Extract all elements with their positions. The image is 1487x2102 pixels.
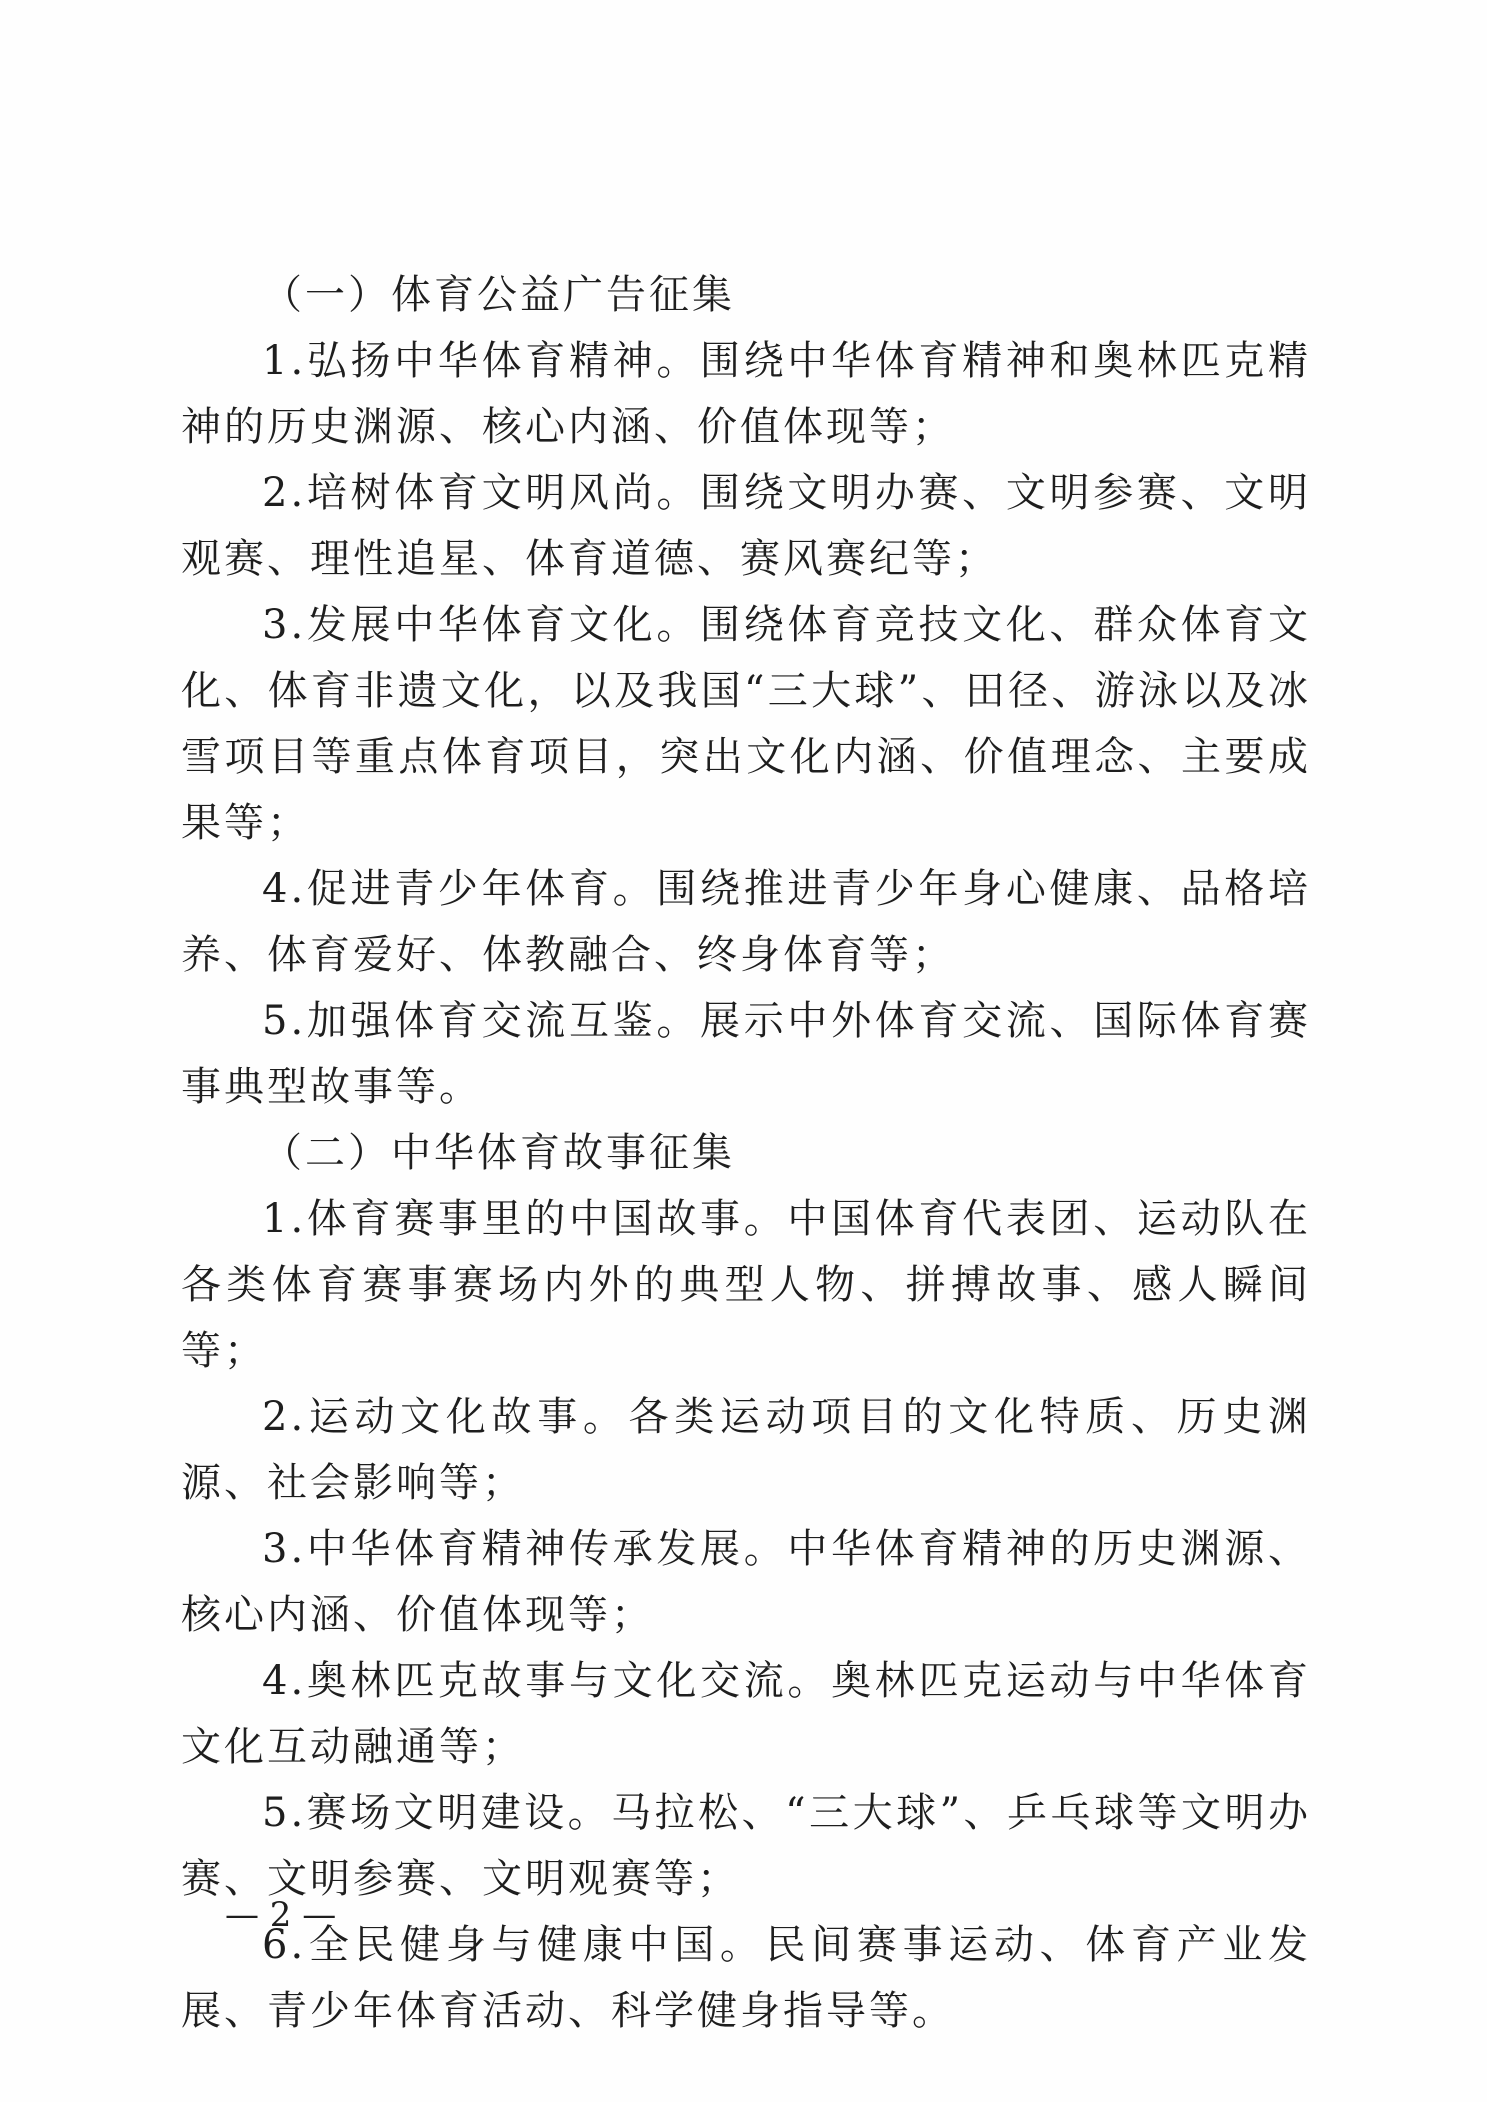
section-1-item-2: 2.培树体育文明风尚。围绕文明办赛、文明参赛、文明观赛、理性追星、体育道德、赛风赛纪等；: [181, 470, 1311, 582]
section-1-item-5: 5.加强体育交流互鉴。展示中外体育交流、国际体育赛事典型故事等。: [181, 998, 1311, 1110]
section-2-item-5: 5.赛场文明建设。马拉松、“三大球”、乒乓球等文明办赛、文明参赛、文明观赛等；: [181, 1790, 1311, 1902]
document-body: [181, 262, 1311, 2044]
section-2-item-1: 1.体育赛事里的中国故事。中国体育代表团、运动队在各类体育赛事赛场内外的典型人物、拼搏故事、感人瞬间等；: [181, 1196, 1311, 1374]
section-heading-1: （一）体育公益广告征集: [262, 272, 735, 318]
section-2-item-6: 6.全民健身与健康中国。民间赛事运动、体育产业发展、青少年体育活动、科学健身指导等。: [181, 1922, 1311, 2034]
section-2-item-3: 3.中华体育精神传承发展。中华体育精神的历史渊源、核心内涵、价值体现等；: [181, 1526, 1311, 1638]
page-number: — 2 —: [225, 1895, 337, 1935]
section-heading-2: （二）中华体育故事征集: [262, 1130, 735, 1176]
section-2-item-2: 2.运动文化故事。各类运动项目的文化特质、历史渊源、社会影响等；: [181, 1394, 1311, 1506]
section-1-item-4: 4.促进青少年体育。围绕推进青少年身心健康、品格培养、体育爱好、体教融合、终身体育等；: [181, 866, 1311, 978]
section-1-item-3: 3.发展中华体育文化。围绕体育竞技文化、群众体育文化、体育非遗文化，以及我国“三大球”、田径、游泳以及冰雪项目等重点体育项目，突出文化内涵、价值理念、主要成果等；: [181, 602, 1311, 846]
section-2-item-4: 4.奥林匹克故事与文化交流。奥林匹克运动与中华体育文化互动融通等；: [181, 1658, 1311, 1770]
section-1-item-1: 1.弘扬中华体育精神。围绕中华体育精神和奥林匹克精神的历史渊源、核心内涵、价值体现等；: [181, 338, 1311, 450]
